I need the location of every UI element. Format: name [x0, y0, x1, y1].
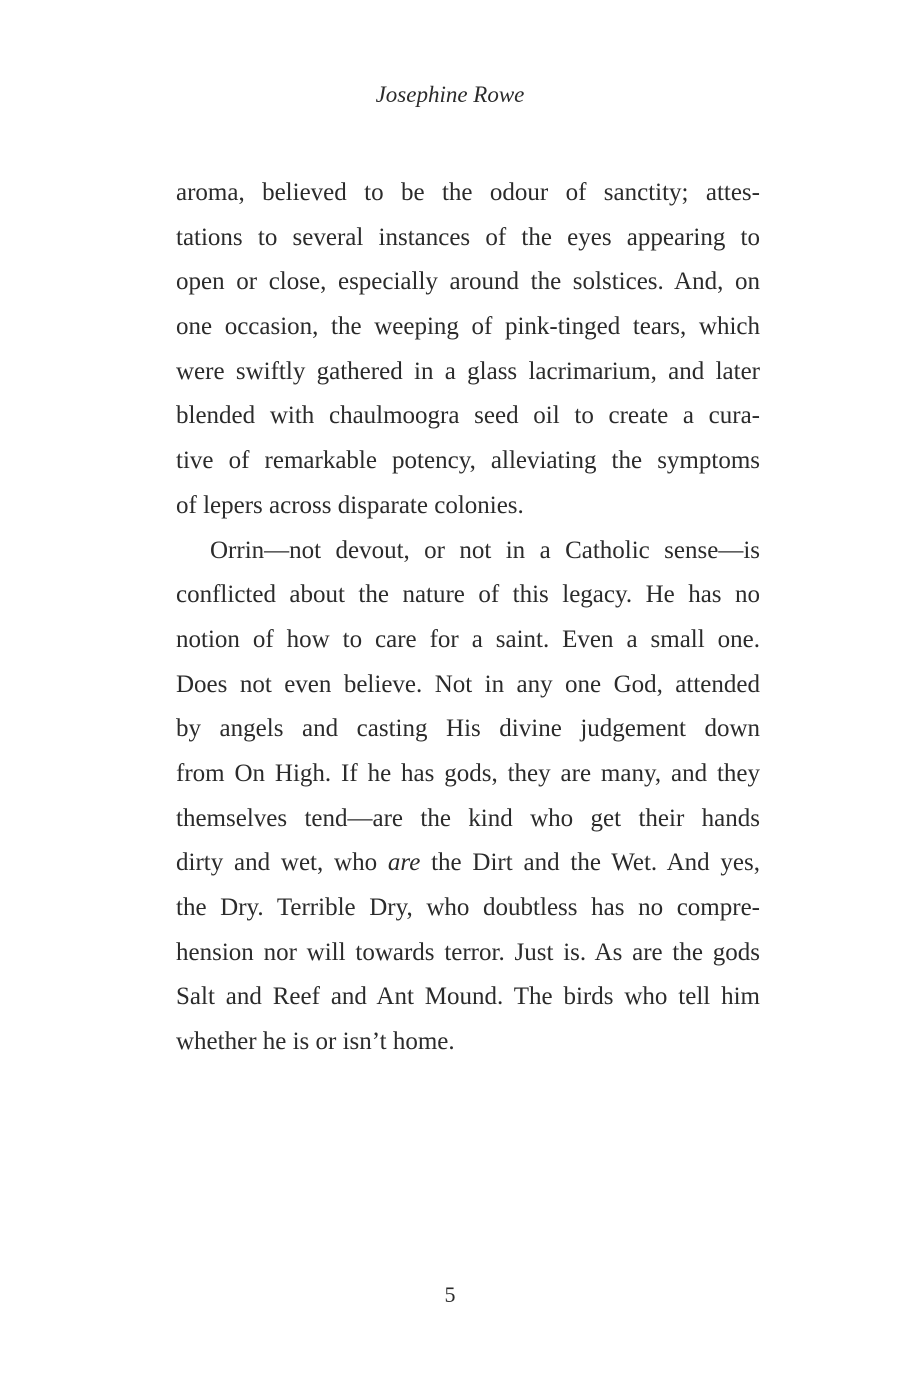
text-line-start: dirty and wet, who	[176, 849, 388, 877]
text-line: aroma, believed to be the odour of sanctity; attes-	[176, 179, 760, 206]
text-line: of lepers across disparate colonies.	[176, 491, 524, 519]
text-line: tive of remarkable potency, alleviating the symptoms	[176, 447, 760, 475]
running-head: Josephine Rowe	[375, 82, 525, 107]
text-line: were swiftly gathered in a glass lacrimarium, and later	[176, 357, 760, 385]
paragraph	[176, 171, 760, 529]
text-line-end: the Dirt and the Wet. And yes,	[420, 849, 760, 877]
text-line: themselves tend—are the kind who get their hands	[176, 804, 760, 832]
text-line: whether he is or isn’t home.	[176, 1028, 455, 1056]
text-line: Orrin—not devout, or not in a Catholic sense—is	[210, 536, 760, 564]
italic-emphasis: are	[387, 849, 421, 877]
page-number: 5	[444, 1282, 456, 1307]
body-text	[176, 171, 760, 1065]
text-line: one occasion, the weeping of pink-tinged tears, which	[176, 313, 760, 341]
text-line: hension nor will towards terror. Just is. As are the gods	[176, 938, 760, 966]
text-line: by angels and casting His divine judgement down	[176, 715, 760, 743]
text-line: notion of how to care for a saint. Even a small one.	[176, 625, 760, 653]
text-line: tations to several instances of the eyes appearing to	[176, 223, 760, 251]
text-line	[176, 841, 760, 886]
paragraph	[176, 529, 760, 1065]
text-line: Does not even believe. Not in any one God, attended	[176, 670, 760, 698]
text-line: conflicted about the nature of this legacy. He has no	[176, 581, 760, 609]
text-line: the Dry. Terrible Dry, who doubtless has no compre-	[176, 894, 760, 921]
text-line: open or close, especially around the solstices. And, on	[176, 268, 760, 296]
text-line: Salt and Reef and Ant Mound. The birds who tell him	[176, 983, 760, 1011]
text-line: from On High. If he has gods, they are many, and they	[176, 759, 760, 787]
text-line: blended with chaulmoogra seed oil to create a cura-	[176, 402, 760, 430]
